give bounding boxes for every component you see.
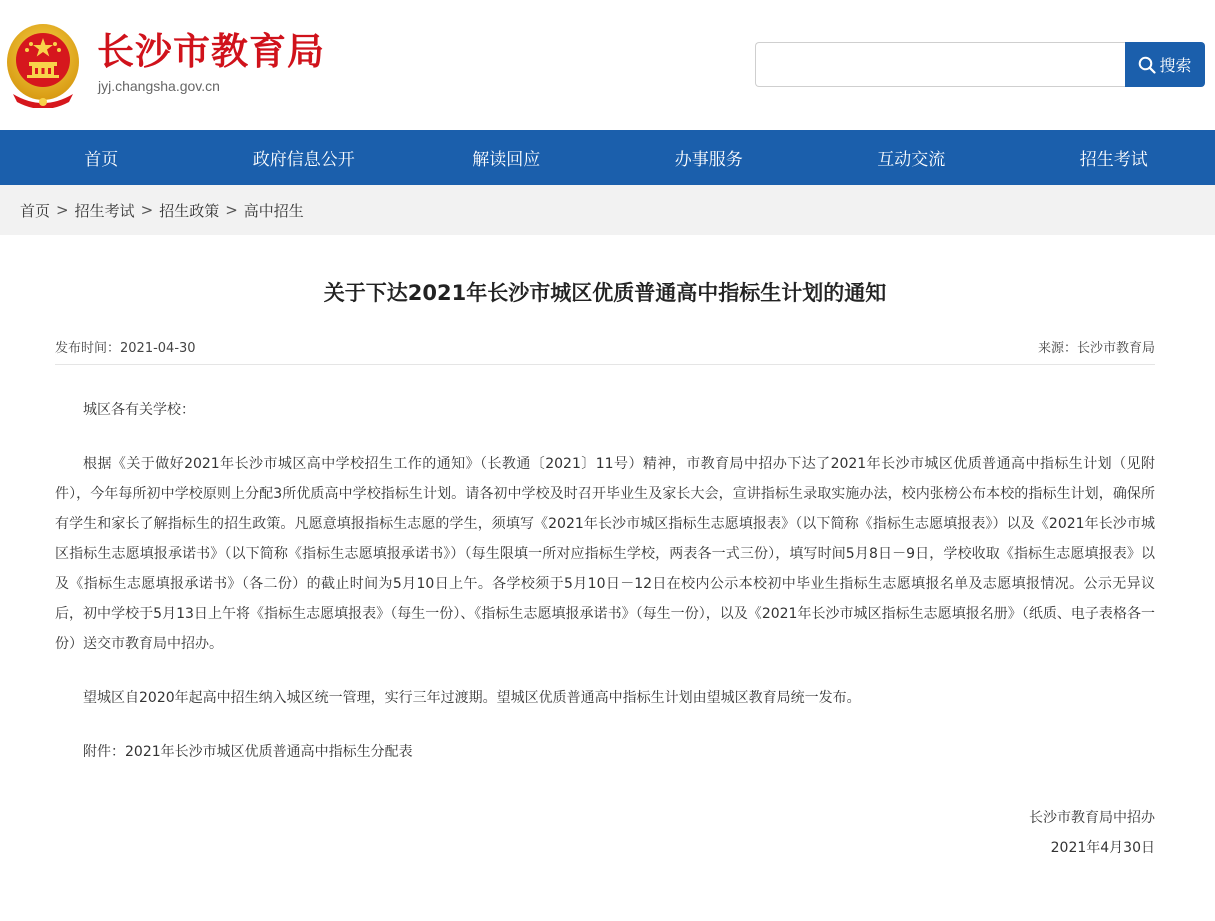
breadcrumb-separator: > [225,201,238,219]
site-domain: jyj.changsha.gov.cn [98,78,220,94]
salutation: 城区各有关学校： [83,402,195,418]
nav-item-admissions[interactable]: 招生考试 [1079,150,1148,170]
breadcrumb-separator: > [140,201,154,219]
breadcrumb-admissions[interactable]: 招生考试 [74,201,135,220]
search-button-label: 搜索 [1159,56,1192,75]
nav-item-gov-info[interactable]: 政府信息公开 [252,150,355,170]
main-paragraph: 根据《关于做好2021年长沙市城区高中学校招生工作的通知》（长教通〔2021〕11号）精神，市教育局中招办下达了2021年长沙市城区优质普通高中指标生计划（见附件），今年每所初中学校原则上分配3所优质高中学校指标生计划。请各初中学校及时召开毕业生及家长大会，宣讲指标生录取实施办法，校内张榜公布本校的指标生计划，确保所有学生和家长了解指标生的招生政策。凡愿意填报指标生志愿的学生，须填写《2021年长沙市城区指标生志愿填报表》（以下简称《指标生志愿填报表》）以及《2021年长沙市城区指标生志愿填报承诺书》（以下简称《指标生志愿填报承诺书》）（每生限填一所对应指标生学校，两表各一式三份），填写时间5月8日－9日，学校收取《指标生志愿填报表》以及《指标生志愿填报承诺书》（各二份）的截止时间为5月10日上午。各学校须于5月10日－12日在校内公示本校初中毕业生指标生志愿填报名单及志愿填报情况。公示无异议后，初中学校于5月13日上午将《指标生志愿填报表》（每生一份）、《指标生志愿填报承诺书》（每生一份），以及《2021年长沙市城区指标生志愿填报名册》（纸质、电子表格各一份）送交市教育局中招办。 [55,456,1155,652]
nav-item-interaction[interactable]: 互动交流 [877,150,946,170]
sign-date: 2021年4月30日 [1050,840,1155,856]
article-title: 关于下达2021年长沙市城区优质普通高中指标生计划的通知 [323,281,887,305]
breadcrumb-policy[interactable]: 招生政策 [159,201,220,220]
breadcrumb-high-school[interactable]: 高中招生 [243,201,304,220]
article-body [55,395,1155,863]
search-button[interactable] [1125,42,1205,87]
article-meta [55,335,1155,365]
publish-time: 发布时间：2021-04-30 [55,341,196,356]
search-input[interactable] [755,42,1127,87]
site-header [0,0,1215,130]
breadcrumb-separator: > [56,201,69,219]
breadcrumb-home[interactable]: 首页 [20,201,51,220]
search-icon [1138,56,1156,74]
signature: 长沙市教育局中招办 [1029,810,1155,826]
article-source: 来源：长沙市教育局 [1037,341,1155,356]
nav-item-services[interactable]: 办事服务 [674,150,743,170]
main-nav [0,130,1215,185]
note-paragraph: 望城区自2020年起高中招生纳入城区统一管理，实行三年过渡期。望城区优质普通高中指标生计划由望城区教育局统一发布。 [83,690,861,706]
nav-item-interpretation[interactable]: 解读回应 [472,150,541,170]
nav-item-home[interactable]: 首页 [84,150,119,170]
site-title[interactable]: 长沙市教育局 [97,30,325,73]
national-emblem-icon[interactable] [5,22,81,108]
attachment-line[interactable]: 附件：2021年长沙市城区优质普通高中指标生分配表 [83,744,413,760]
breadcrumb [0,185,1215,235]
